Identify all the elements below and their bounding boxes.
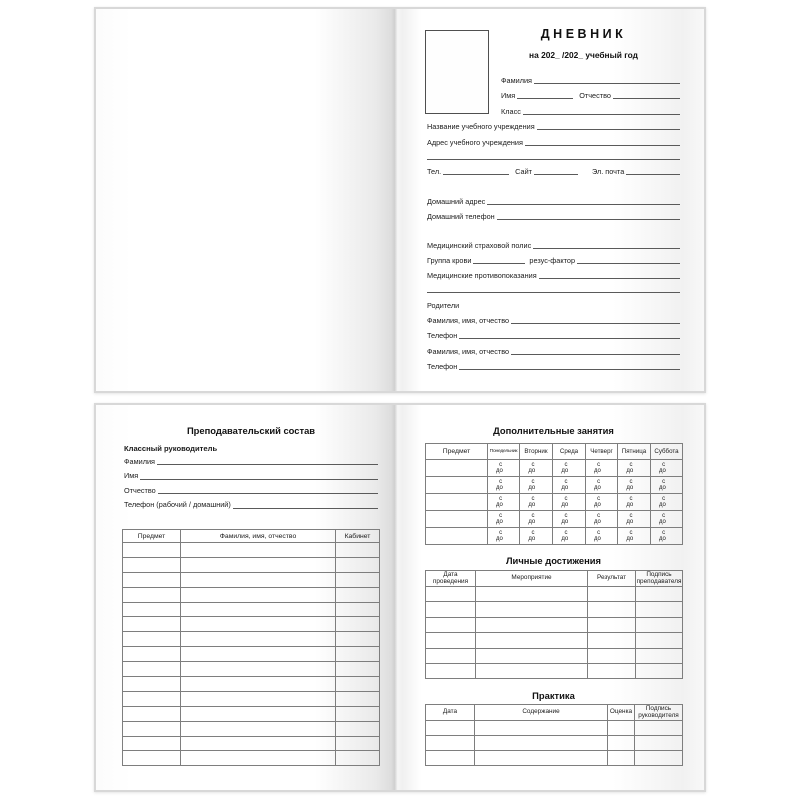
- header-subject: Предмет: [123, 530, 181, 543]
- teacher-patronymic-line: [158, 492, 378, 494]
- header-wednesday: Среда: [553, 444, 586, 460]
- table-row: [426, 511, 683, 528]
- empty-cell: [636, 587, 683, 602]
- header-result: Результат: [588, 571, 636, 587]
- empty-cell: [181, 706, 336, 721]
- table-row: [426, 602, 683, 617]
- home-phone-line: [497, 218, 680, 220]
- table-row: [123, 617, 380, 632]
- empty-cell: [475, 736, 608, 751]
- class-teacher-heading: Классный руководитель: [124, 444, 218, 454]
- contraindications-line-2: [427, 291, 680, 293]
- parent1-name-row: [427, 314, 680, 324]
- table-row: [123, 647, 380, 662]
- empty-cell: [588, 663, 636, 678]
- time-cell: с до: [586, 460, 618, 477]
- time-cell: с до: [618, 511, 651, 528]
- home-address-row: [427, 195, 680, 205]
- contraindications-label: Медицинские противопоказания: [427, 270, 537, 280]
- time-cell: с до: [488, 494, 520, 511]
- table-row: [123, 662, 380, 677]
- time-cell: с до: [586, 511, 618, 528]
- teacher-surname-line: [157, 463, 378, 465]
- school-address-label: Адрес учебного учреждения: [427, 137, 523, 147]
- empty-cell: [588, 602, 636, 617]
- empty-cell: [123, 632, 181, 647]
- home-address-label: Домашний адрес: [427, 196, 486, 206]
- time-cell: с до: [618, 460, 651, 477]
- empty-cell: [336, 557, 380, 572]
- table-row: [123, 706, 380, 721]
- empty-cell: [181, 721, 336, 736]
- header-content: Содержание: [475, 705, 608, 721]
- school-address-line-2: [427, 158, 680, 160]
- blood-row: [427, 254, 680, 264]
- empty-cell: [426, 736, 475, 751]
- empty-cell: [123, 647, 181, 662]
- insurance-label: Медицинский страховой полис: [427, 240, 532, 250]
- empty-cell: [181, 572, 336, 587]
- empty-cell: [181, 543, 336, 558]
- teacher-patronymic-row: [124, 484, 378, 494]
- teacher-patronymic-label: Отчество: [124, 485, 156, 495]
- diary-title-page: [402, 9, 708, 391]
- empty-cell: [336, 587, 380, 602]
- parent2-phone-label: Телефон: [427, 361, 458, 371]
- empty-cell: [181, 632, 336, 647]
- table-row: [426, 494, 683, 511]
- school-name-line: [537, 128, 680, 130]
- empty-cell: [336, 543, 380, 558]
- contraindications-row: [427, 269, 680, 279]
- time-cell: с до: [618, 477, 651, 494]
- parent1-phone-line: [459, 337, 680, 339]
- rh-factor-label: резус-фактор: [529, 255, 575, 265]
- school-name-label: Название учебного учреждения: [427, 121, 535, 131]
- header-event: Мероприятие: [476, 571, 588, 587]
- empty-cell: [426, 528, 488, 545]
- empty-cell: [426, 617, 476, 632]
- table-row: [123, 751, 380, 766]
- empty-cell: [426, 477, 488, 494]
- empty-cell: [476, 617, 588, 632]
- time-cell: с до: [520, 511, 553, 528]
- empty-cell: [475, 751, 608, 766]
- time-cell: с до: [618, 528, 651, 545]
- teachers-page: [96, 405, 402, 790]
- empty-cell: [336, 691, 380, 706]
- diary-subtitle: на 202_ /202_ учебный год: [529, 50, 638, 60]
- name-line: [517, 97, 573, 99]
- table-row: [426, 736, 683, 751]
- tel-line: [443, 173, 509, 175]
- site-label: Сайт: [515, 166, 532, 176]
- school-address-row: [427, 136, 680, 146]
- empty-cell: [636, 648, 683, 663]
- empty-cell: [336, 662, 380, 677]
- tel-label: Тел.: [427, 166, 442, 176]
- empty-cell: [426, 721, 475, 736]
- site-line: [534, 173, 578, 175]
- header-full-name: Фамилия, имя, отчество: [181, 530, 336, 543]
- empty-cell: [123, 557, 181, 572]
- surname-label: Фамилия: [501, 75, 532, 85]
- empty-cell: [336, 736, 380, 751]
- table-row: [123, 572, 380, 587]
- table-row: [426, 663, 683, 678]
- table-row: [426, 648, 683, 663]
- class-line: [523, 113, 680, 115]
- blood-group-line: [473, 262, 525, 264]
- time-cell: с до: [618, 494, 651, 511]
- school-address-line: [525, 144, 680, 146]
- table-row: [123, 691, 380, 706]
- empty-cell: [426, 663, 476, 678]
- time-cell: с до: [553, 494, 586, 511]
- info-spread: [94, 403, 706, 792]
- header-tuesday: Вторник: [520, 444, 553, 460]
- contraindications-line: [539, 277, 680, 279]
- empty-cell: [426, 587, 476, 602]
- extra-classes-table: [425, 443, 683, 545]
- table-row: [123, 677, 380, 692]
- empty-cell: [181, 617, 336, 632]
- surname-row: [501, 74, 680, 84]
- table-row: [123, 632, 380, 647]
- teacher-name-row: [124, 470, 378, 480]
- time-cell: с до: [553, 511, 586, 528]
- empty-cell: [123, 751, 181, 766]
- empty-cell: [123, 662, 181, 677]
- empty-cell: [608, 721, 635, 736]
- time-cell: с до: [553, 528, 586, 545]
- table-row: [426, 751, 683, 766]
- table-row: [123, 557, 380, 572]
- empty-cell: [608, 751, 635, 766]
- home-phone-row: [427, 210, 680, 220]
- teacher-phone-row: [124, 499, 378, 509]
- table-row: [426, 721, 683, 736]
- table-row: [123, 736, 380, 751]
- empty-cell: [426, 460, 488, 477]
- empty-cell: [336, 706, 380, 721]
- header-monday: Понедельник: [488, 444, 520, 460]
- teacher-surname-label: Фамилия: [124, 456, 155, 466]
- header-friday: Пятница: [618, 444, 651, 460]
- empty-cell: [476, 648, 588, 663]
- header-date: Дата проведения: [426, 571, 476, 587]
- empty-cell: [181, 736, 336, 751]
- parent2-name-label: Фамилия, имя, отчество: [427, 346, 510, 356]
- parent2-phone-row: [427, 360, 680, 370]
- parents-row: [427, 299, 680, 309]
- empty-cell: [123, 721, 181, 736]
- home-address-line: [487, 203, 680, 205]
- parent2-phone-line: [459, 368, 680, 370]
- header-date: Дата: [426, 705, 475, 721]
- empty-cell: [123, 587, 181, 602]
- teachers-table: [122, 529, 380, 766]
- name-label: Имя: [501, 90, 516, 100]
- empty-cell: [426, 602, 476, 617]
- parent1-name-label: Фамилия, имя, отчество: [427, 315, 510, 325]
- name-patronymic-row: [501, 89, 680, 99]
- email-label: Эл. почта: [591, 166, 625, 176]
- achievements-title: Личные достижения: [505, 555, 602, 566]
- empty-cell: [635, 721, 683, 736]
- empty-cell: [635, 736, 683, 751]
- table-row: [426, 617, 683, 632]
- time-cell: с до: [651, 477, 683, 494]
- empty-cell: [123, 602, 181, 617]
- empty-cell: [588, 648, 636, 663]
- home-phone-label: Домашний телефон: [427, 211, 495, 221]
- parents-label: Родители: [427, 300, 460, 310]
- empty-cell: [123, 543, 181, 558]
- empty-cell: [336, 721, 380, 736]
- empty-cell: [636, 617, 683, 632]
- time-cell: с до: [651, 494, 683, 511]
- empty-cell: [636, 663, 683, 678]
- table-row: [123, 602, 380, 617]
- cover-spread: [94, 7, 706, 393]
- email-line: [626, 173, 680, 175]
- empty-cell: [181, 587, 336, 602]
- time-cell: с до: [520, 460, 553, 477]
- time-cell: с до: [520, 528, 553, 545]
- surname-line: [534, 82, 680, 84]
- class-row: [501, 105, 680, 115]
- teacher-surname-row: [124, 455, 378, 465]
- insurance-row: [427, 239, 680, 249]
- photo-placeholder: [425, 30, 489, 114]
- achievements-header: [426, 571, 683, 587]
- header-thursday: Четверг: [586, 444, 618, 460]
- teacher-name-label: Имя: [124, 471, 139, 481]
- time-cell: с до: [488, 528, 520, 545]
- contraindications-extra-row: [427, 283, 680, 293]
- contacts-row: [427, 165, 680, 175]
- time-cell: с до: [553, 460, 586, 477]
- empty-cell: [336, 647, 380, 662]
- header-teacher-signature: Подпись преподавателя: [636, 570, 682, 585]
- header-supervisor-signature: Подпись руководителя: [635, 705, 683, 721]
- table-row: [426, 528, 683, 545]
- teacher-name-line: [140, 478, 378, 480]
- empty-cell: [336, 751, 380, 766]
- extra-activities-page: [402, 405, 708, 790]
- time-cell: с до: [651, 528, 683, 545]
- empty-cell: [181, 557, 336, 572]
- empty-cell: [636, 602, 683, 617]
- class-teacher-heading-row: [124, 443, 378, 453]
- time-cell: с до: [488, 460, 520, 477]
- empty-cell: [635, 751, 683, 766]
- header-grade: Оценка: [608, 705, 635, 721]
- empty-cell: [336, 677, 380, 692]
- empty-cell: [123, 617, 181, 632]
- table-row: [426, 460, 683, 477]
- empty-cell: [123, 691, 181, 706]
- time-cell: с до: [520, 494, 553, 511]
- teacher-phone-label: Телефон (рабочий / домашний): [124, 500, 231, 510]
- empty-cell: [123, 736, 181, 751]
- blood-group-label: Группа крови: [427, 255, 472, 265]
- empty-cell: [588, 633, 636, 648]
- teachers-table-header: [123, 530, 380, 543]
- practice-title: Практика: [532, 690, 575, 701]
- time-cell: с до: [488, 477, 520, 494]
- header-saturday: Суббота: [651, 444, 683, 460]
- time-cell: с до: [651, 460, 683, 477]
- time-cell: с до: [586, 494, 618, 511]
- header-subject: Предмет: [426, 444, 488, 460]
- empty-cell: [123, 677, 181, 692]
- empty-cell: [476, 633, 588, 648]
- empty-cell: [336, 602, 380, 617]
- insurance-line: [533, 247, 680, 249]
- empty-cell: [475, 721, 608, 736]
- patronymic-line: [613, 97, 680, 99]
- empty-cell: [636, 633, 683, 648]
- extra-classes-title: Дополнительные занятия: [493, 425, 614, 436]
- teachers-title: Преподавательский состав: [186, 425, 316, 436]
- empty-cell: [588, 617, 636, 632]
- table-row: [123, 721, 380, 736]
- table-row: [426, 633, 683, 648]
- empty-cell: [123, 706, 181, 721]
- practice-header: [426, 705, 683, 721]
- time-cell: с до: [553, 477, 586, 494]
- parent1-phone-row: [427, 329, 680, 339]
- empty-cell: [588, 587, 636, 602]
- parent1-name-line: [511, 322, 680, 324]
- parent2-name-row: [427, 345, 680, 355]
- school-address-extra-row: [427, 150, 680, 160]
- header-room: Кабинет: [336, 530, 380, 543]
- practice-table: [425, 704, 683, 766]
- empty-cell: [476, 602, 588, 617]
- time-cell: с до: [586, 528, 618, 545]
- rh-factor-line: [577, 262, 680, 264]
- parent2-name-line: [511, 353, 680, 355]
- empty-cell: [608, 736, 635, 751]
- empty-cell: [336, 617, 380, 632]
- time-cell: с до: [651, 511, 683, 528]
- table-row: [123, 543, 380, 558]
- empty-cell: [426, 751, 475, 766]
- empty-cell: [181, 751, 336, 766]
- diary-title: ДНЕВНИК: [540, 27, 627, 41]
- empty-cell: [476, 587, 588, 602]
- time-cell: с до: [520, 477, 553, 494]
- table-row: [426, 587, 683, 602]
- empty-cell: [426, 648, 476, 663]
- class-label: Класс: [501, 106, 521, 116]
- empty-cell: [426, 511, 488, 528]
- table-row: [426, 477, 683, 494]
- time-cell: с до: [488, 511, 520, 528]
- empty-cell: [336, 572, 380, 587]
- achievements-table: [425, 570, 683, 679]
- empty-cell: [181, 691, 336, 706]
- time-cell: с до: [586, 477, 618, 494]
- school-name-row: [427, 120, 680, 130]
- empty-cell: [181, 662, 336, 677]
- table-row: [123, 587, 380, 602]
- empty-cell: [426, 633, 476, 648]
- empty-cell: [336, 632, 380, 647]
- empty-cell: [181, 647, 336, 662]
- empty-cell: [123, 572, 181, 587]
- empty-cell: [181, 677, 336, 692]
- empty-cell: [426, 494, 488, 511]
- empty-cell: [181, 602, 336, 617]
- teacher-phone-line: [233, 507, 378, 509]
- empty-cell: [476, 663, 588, 678]
- blank-page: [96, 9, 402, 391]
- extra-classes-header: [426, 444, 683, 460]
- patronymic-label: Отчество: [579, 90, 611, 100]
- parent1-phone-label: Телефон: [427, 330, 458, 340]
